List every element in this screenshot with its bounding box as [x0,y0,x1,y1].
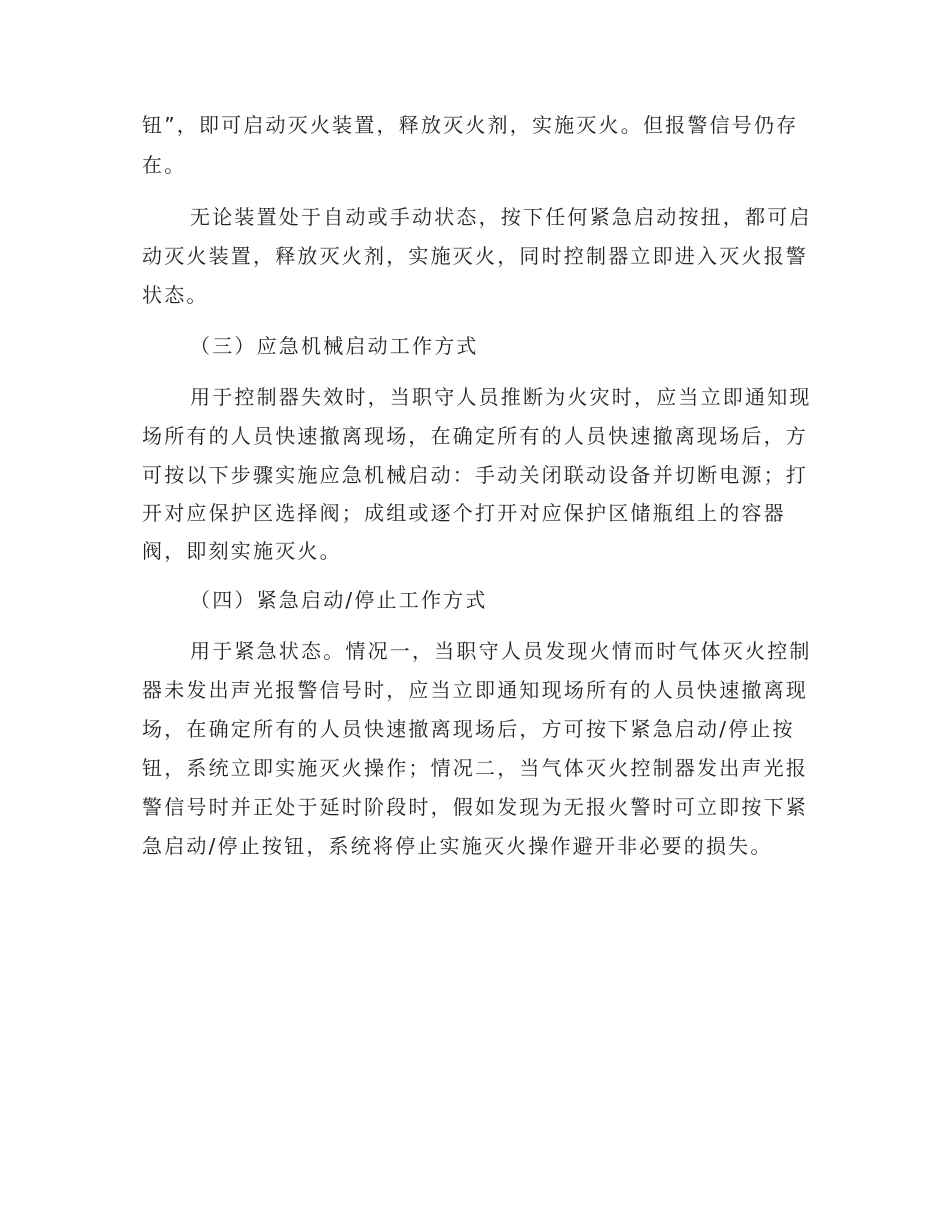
section-heading: （三）应急机械启动工作方式 [190,334,479,358]
paragraph-line: 警信号时并正处于延时阶段时，假如发现为无报火警时可立即按下紧 [142,795,808,819]
paragraph-line: 无论装置处于自动或手动状态，按下任何紧急启动按扭，都可启 [190,205,812,229]
paragraph-line: 钮”，即可启动灭火装置，释放灭火剂，实施灭火。但报警信号仍存 [142,113,799,137]
paragraph-line: 可按以下步骤实施应急机械启动：手动关闭联动设备并切断电源；打 [142,463,808,487]
paragraph-line: 用于紧急状态。情况一，当职守人员发现火情而时气体灭火控制 [190,639,812,663]
paragraph-line: 状态。 [142,283,209,307]
section-heading: （四）紧急启动/停止工作方式 [190,588,488,612]
paragraph-line: 用于控制器失效时，当职守人员推断为火灾时，应当立即通知现 [190,385,812,409]
paragraph-line: 阀，即刻实施灭火。 [142,539,342,563]
paragraph-line: 场所有的人员快速撤离现场，在确定所有的人员快速撤离现场后，方 [142,424,808,448]
paragraph-line: 场，在确定所有的人员快速撤离现场后，方可按下紧急启动/停止按 [142,717,795,741]
paragraph-line: 器未发出声光报警信号时，应当立即通知现场所有的人员快速撤离现 [142,678,808,702]
paragraph-line: 开对应保护区选择阀；成组或逐个打开对应保护区储瓶组上的容器 [142,501,786,525]
paragraph-line: 钮，系统立即实施灭火操作；情况二，当气体灭火控制器发出声光报 [142,756,808,780]
paragraph-line: 动灭火装置，释放灭火剂，实施灭火，同时控制器立即进入灭火报警 [142,244,808,268]
paragraph-line: 在。 [142,153,187,177]
paragraph-line: 急启动/停止按钮，系统将停止实施灭火操作避开非必要的损失。 [142,834,773,858]
